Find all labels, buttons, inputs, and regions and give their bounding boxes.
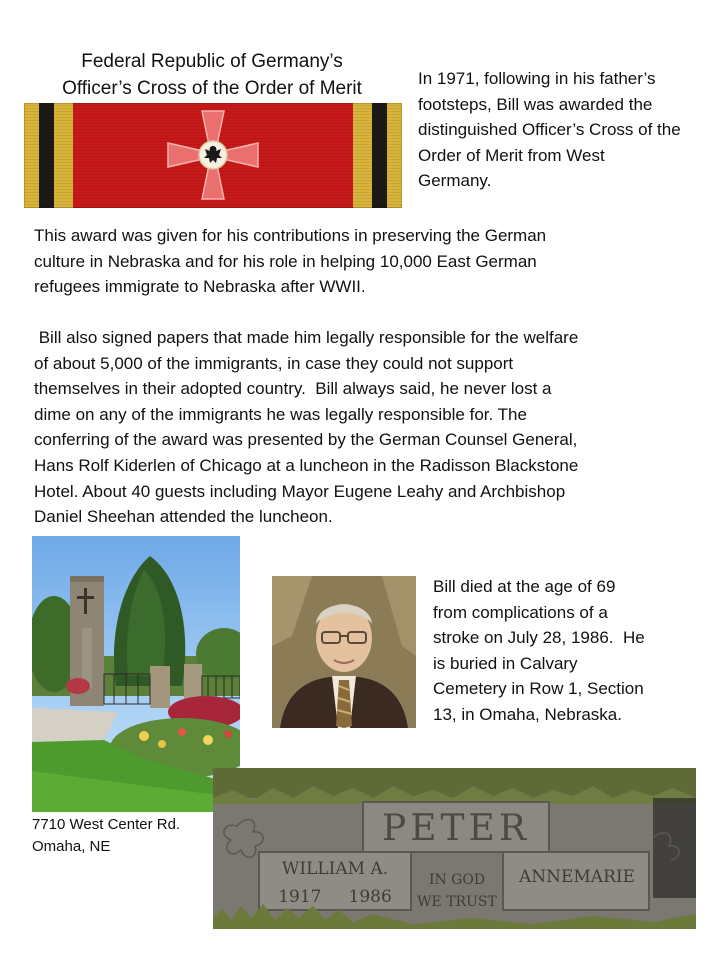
intro-line: Order of Merit from West — [418, 145, 605, 165]
death-line: from complications of a — [433, 602, 608, 622]
award-paragraph — [34, 223, 546, 300]
paragraph-line: Hotel. About 40 guests including Mayor Eugene Leahy and Archbishop — [34, 481, 566, 501]
death-line: Cemetery in Row 1, Section — [433, 679, 644, 699]
headstone-surname: PETER — [382, 808, 530, 849]
death-line: is buried in Calvary — [433, 653, 578, 673]
intro-line: Germany. — [418, 171, 492, 191]
medal-title-line: Officer’s Cross of the Order of Merit — [62, 78, 362, 99]
portrait-man-icon — [272, 576, 416, 728]
paragraph-line: dime on any of the immigrants he was legally responsible for. The — [34, 404, 527, 424]
headstone-motto-line: WE TRUST — [417, 894, 497, 910]
medal-title — [22, 48, 402, 102]
address-line: 7710 West Center Rd. — [32, 816, 181, 833]
death-line: stroke on July 28, 1986. He — [433, 628, 645, 648]
bill-portrait-photo — [272, 576, 416, 728]
paragraph-line: Bill also signed papers that made him legally responsible for the welfare — [34, 328, 579, 347]
headstone-icon — [213, 768, 696, 929]
paragraph-line: of about 5,000 of the immigrants, in case they could not support — [34, 353, 514, 373]
cemetery-entrance-photo — [32, 536, 240, 812]
headstone-motto-line: IN GOD — [428, 872, 486, 888]
death-line: Bill died at the age of 69 — [433, 577, 616, 596]
medal-ribbon-image — [24, 103, 402, 208]
paragraph-line: This award was given for his contributions in preserving the German — [34, 226, 547, 245]
cemetery-scene-icon — [32, 536, 240, 812]
headstone-left-years: 1917 1986 — [278, 887, 392, 907]
headstone-photo — [213, 768, 696, 929]
intro-line: In 1971, following in his father’s — [418, 69, 656, 88]
award-intro-text — [418, 66, 681, 194]
paragraph-line: themselves in their adopted country. Bill always said, he never lost a — [34, 379, 552, 399]
paragraph-line: Daniel Sheehan attended the luncheon. — [34, 507, 333, 527]
medal-title-line: Federal Republic of Germany’s — [81, 51, 343, 72]
death-burial-text — [433, 574, 645, 728]
paragraph-line: conferring of the award was presented by the German Counsel General, — [34, 430, 578, 450]
responsibility-paragraph — [34, 325, 578, 530]
cemetery-address — [32, 814, 180, 858]
paragraph-line: culture in Nebraska and for his role in helping 10,000 East German — [34, 251, 537, 271]
paragraph-line: Hans Rolf Kiderlen of Chicago at a luncheon in the Radisson Blackstone — [34, 455, 579, 475]
order-of-merit-cross-icon — [24, 103, 402, 208]
paragraph-line: refugees immigrate to Nebraska after WWII. — [34, 277, 366, 297]
intro-line: footsteps, Bill was awarded the — [418, 94, 653, 114]
death-line: 13, in Omaha, Nebraska. — [433, 704, 622, 724]
address-line: Omaha, NE — [32, 838, 111, 855]
headstone-left-name: WILLIAM A. — [281, 859, 389, 879]
intro-line: distinguished Officer’s Cross of the — [418, 120, 681, 140]
headstone-right-name: ANNEMARIE — [518, 867, 636, 887]
